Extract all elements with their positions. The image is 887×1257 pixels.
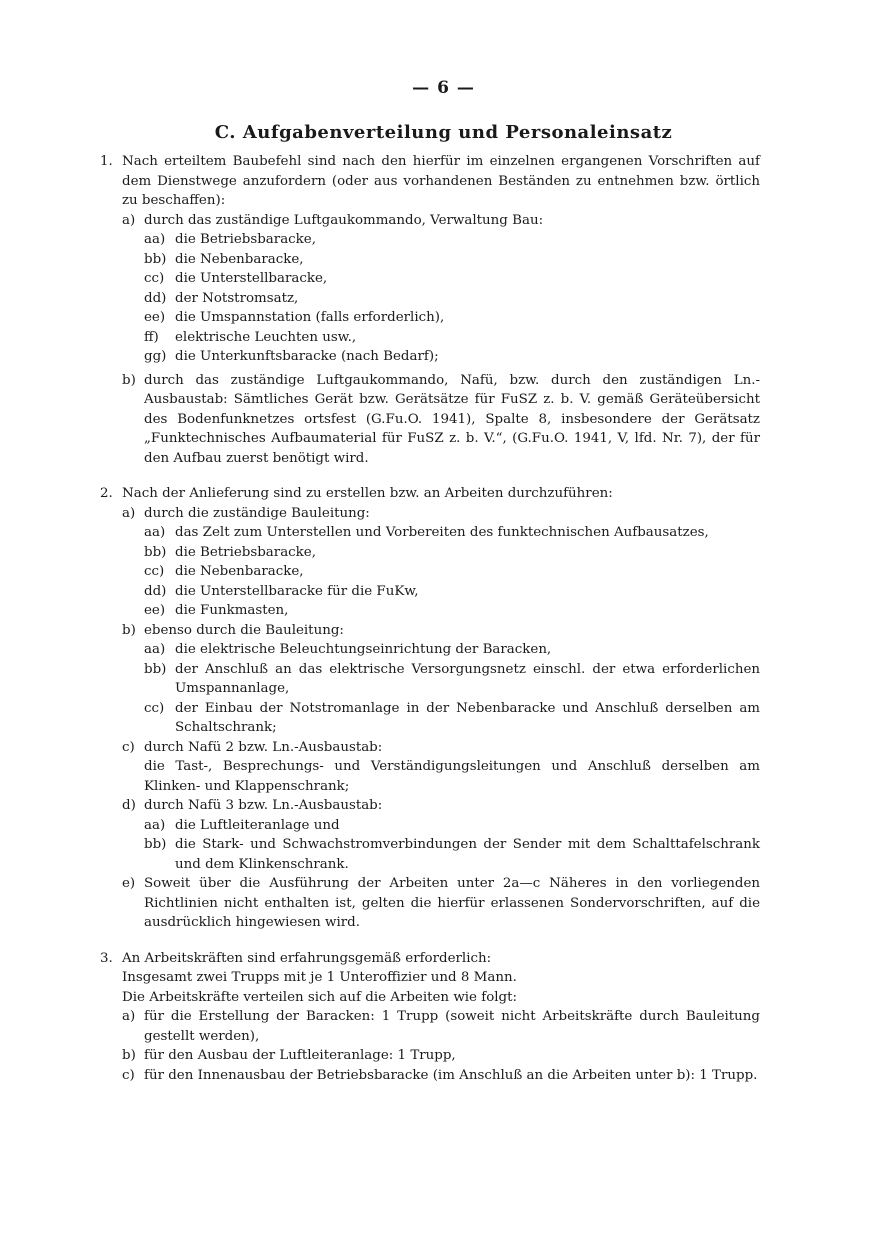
- page-number: — 6 —: [412, 78, 475, 98]
- section-title: C. Aufgabenverteilung und Personaleinsatz: [214, 122, 673, 143]
- list-item: [144, 328, 760, 348]
- list-item-label: bb): [144, 837, 167, 852]
- section-3-line-3: Die Arbeitskräfte verteilen sich auf die Arbeiten wie folgt:: [122, 989, 518, 1005]
- list-item-text: die Betriebsbaracke,: [175, 544, 316, 560]
- section-2-d-text: durch Nafü 3 bzw. Ln.-Ausbaustab:: [144, 798, 383, 813]
- section-1-intro: Nach erteiltem Baubefehl sind nach den hierfür im einzelnen ergangenen Vorschriften auf dem Dienstwege anzufordern (oder aus vorhandenen Beständen zu entnehmen bzw. örtlich zu beschaffen):: [122, 154, 760, 208]
- list-item-label: aa): [144, 817, 166, 833]
- section-2-c-detail: die Tast-, Besprechungs- und Verständigungsleitungen und Anschluß derselben am Klinken- und Klappenschrank;: [144, 759, 760, 794]
- section-2-c-text: durch Nafü 2 bzw. Ln.-Ausbaustab:: [144, 739, 383, 755]
- list-item-text: die Luftleiteranlage und: [175, 817, 340, 833]
- list-item: [144, 835, 760, 874]
- section-1-number: 1.: [100, 154, 113, 169]
- list-item: [122, 1066, 760, 1086]
- section-2-a: [122, 504, 760, 524]
- list-item: [122, 1007, 760, 1046]
- section-2-b: [122, 621, 760, 641]
- list-item: [144, 562, 760, 582]
- section-3-number: 3.: [100, 950, 113, 966]
- section-2-number: 2.: [100, 486, 113, 501]
- list-item-label: gg): [144, 349, 167, 364]
- list-item: [144, 230, 760, 250]
- list-item-text: der Einbau der Notstromanlage in der Nebenbaracke und Anschluß derselben am Schaltschrank;: [175, 700, 760, 735]
- section-3-line-2: Insgesamt zwei Trupps mit je 1 Unteroffizier und 8 Mann.: [122, 970, 517, 985]
- list-item-text: das Zelt zum Unterstellen und Vorbereiten des funktechnischen Aufbausatzes,: [175, 525, 709, 540]
- list-item-text: die Unterstellbaracke für die FuKw,: [175, 583, 419, 599]
- section-2-c: [122, 738, 760, 797]
- list-item-label: aa): [144, 232, 166, 247]
- section-2-intro: Nach der Anlieferung sind zu erstellen bzw. an Arbeiten durchzuführen:: [122, 486, 613, 501]
- document-body: [100, 152, 760, 1085]
- list-item: [144, 601, 760, 621]
- section-2-a-text: durch die zuständige Bauleitung:: [144, 505, 370, 521]
- list-item-text: für den Ausbau der Luftleiteranlage: 1 Trupp,: [144, 1048, 456, 1063]
- list-item-text: die Unterstellbaracke,: [175, 271, 328, 286]
- section-2: [100, 484, 760, 933]
- list-item-text: für die Erstellung der Baracken: 1 Trupp (soweit nicht Arbeitskräfte durch Bauleitung gestellt werden),: [144, 1009, 760, 1044]
- section-1: [100, 152, 760, 468]
- list-item-label: cc): [144, 700, 165, 716]
- list-item-text: die Stark- und Schwachstromverbindungen der Sender mit dem Schalttafelschrank und dem Klinkenschrank.: [175, 837, 760, 872]
- list-item-label: bb): [144, 661, 167, 677]
- list-item-label: b): [122, 1048, 136, 1063]
- list-item-label: c): [122, 1067, 135, 1083]
- section-1-b-label: b): [122, 372, 136, 388]
- section-1-a-label: a): [122, 212, 136, 228]
- list-item-label: ee): [144, 603, 166, 618]
- list-item: [144, 250, 760, 270]
- list-item: [144, 347, 760, 367]
- list-item: [144, 660, 760, 699]
- list-item: [144, 816, 760, 836]
- list-item-label: cc): [144, 564, 165, 579]
- list-item: [122, 1046, 760, 1066]
- list-item-label: cc): [144, 271, 165, 286]
- list-item-label: ff): [144, 329, 159, 345]
- list-item: [144, 308, 760, 328]
- list-item-text: für den Innenausbau der Betriebsbaracke (im Anschluß an die Arbeiten unter b): 1 Trupp.: [144, 1067, 758, 1083]
- list-item-label: aa): [144, 525, 166, 540]
- section-2-a-label: a): [122, 505, 136, 521]
- list-item: [144, 523, 760, 543]
- list-item: [144, 582, 760, 602]
- list-item-label: a): [122, 1009, 136, 1024]
- section-2-e: [122, 874, 760, 933]
- list-item: [144, 543, 760, 563]
- list-item-text: die Unterkunftsbaracke (nach Bedarf);: [175, 349, 439, 364]
- section-2-d: [122, 796, 760, 816]
- section-1-a-text: durch das zuständige Luftgaukommando, Verwaltung Bau:: [144, 212, 544, 228]
- list-item-text: die Umspannstation (falls erforderlich),: [175, 310, 445, 325]
- list-item-text: die Betriebsbaracke,: [175, 232, 316, 247]
- section-1-b-text: durch das zuständige Luftgaukommando, Nafü, bzw. durch den zuständigen Ln.-Ausbaustab: Sämtliches Gerät bzw. Gerätsätze für FuSZ z. b. V. gemäß Geräteübersicht des Bodenfunknetzes ortsfest (G.Fu.O. 1941), Spalte 8, insbesondere der Gerätsatz „Funktechnisches Aufbaumaterial für FuSZ z. b. V.“, (G.Fu.O. 1941, V, lfd. Nr. 7), der für den Aufbau zuerst benötigt wird.: [144, 372, 760, 466]
- list-item: [144, 289, 760, 309]
- list-item-label: aa): [144, 642, 166, 657]
- list-item-label: dd): [144, 583, 167, 599]
- list-item: [144, 269, 760, 289]
- section-1-b: [122, 371, 760, 469]
- list-item: [144, 640, 760, 660]
- list-item-text: elektrische Leuchten usw.,: [175, 329, 357, 345]
- list-item-label: ee): [144, 310, 166, 325]
- list-item-label: bb): [144, 544, 167, 560]
- section-2-b-text: ebenso durch die Bauleitung:: [144, 622, 344, 638]
- section-3: [100, 949, 760, 1086]
- section-2-e-label: e): [122, 876, 136, 891]
- section-2-d-label: d): [122, 798, 136, 813]
- section-2-b-label: b): [122, 622, 136, 638]
- list-item-text: die Funkmasten,: [175, 603, 289, 618]
- list-item-text: der Notstromsatz,: [175, 290, 299, 306]
- list-item-label: dd): [144, 290, 167, 306]
- list-item-text: der Anschluß an das elektrische Versorgungsnetz einschl. der etwa erforderlichen Umspannanlage,: [175, 661, 760, 696]
- list-item-label: bb): [144, 251, 167, 267]
- list-item-text: die Nebenbaracke,: [175, 251, 304, 267]
- list-item-text: die Nebenbaracke,: [175, 564, 304, 579]
- section-1-a: [122, 211, 760, 231]
- list-item-text: die elektrische Beleuchtungseinrichtung der Baracken,: [175, 642, 552, 657]
- section-2-e-text: Soweit über die Ausführung der Arbeiten unter 2a—c Näheres in den vorliegenden Richtlinien nicht enthalten ist, gelten die hierfür erlassenen Sondervorschriften, auf die ausdrücklich hingewiesen wird.: [144, 876, 760, 930]
- list-item: [144, 699, 760, 738]
- section-2-c-label: c): [122, 739, 135, 755]
- section-3-line-1: An Arbeitskräften sind erfahrungsgemäß erforderlich:: [122, 950, 492, 966]
